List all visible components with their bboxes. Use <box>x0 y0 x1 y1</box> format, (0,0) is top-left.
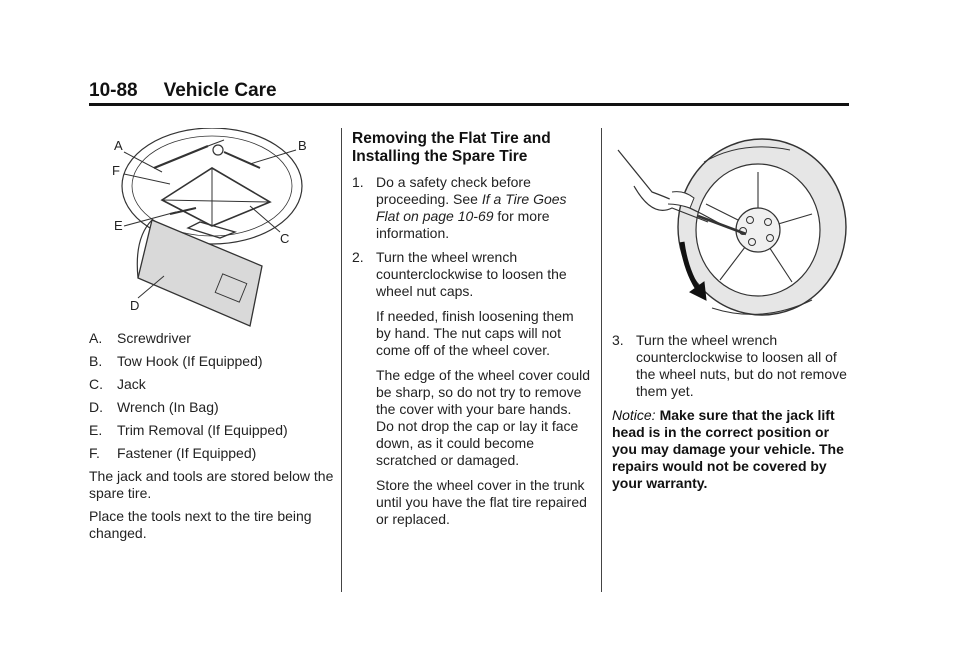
legend-item: D. Wrench (In Bag) <box>89 399 219 415</box>
right-column <box>612 332 852 498</box>
legend-item: F. Fastener (If Equipped) <box>89 445 257 461</box>
section-title: Vehicle Care <box>163 80 277 101</box>
step-2-note: Store the wheel cover in the trunk until you have the flat tire repaired or replaced. <box>376 477 587 527</box>
page-number: 10-88 <box>89 80 138 101</box>
header-rule <box>89 103 849 106</box>
wheel-wrench-illustration <box>612 132 852 322</box>
step-3: 3. Turn the wheel wrench counterclockwise to loosen all of the wheel nuts, but do not remove them yet. <box>612 332 847 399</box>
legend-item: E. Trim Removal (If Equipped) <box>89 422 288 438</box>
step-1: 1. Do a safety check before proceeding. See If a Tire Goes Flat on page 10-69 for more information. <box>352 174 567 241</box>
legend-item: A. Screwdriver <box>89 330 191 346</box>
legend-item: B. Tow Hook (If Equipped) <box>89 353 263 369</box>
jack-tools-illustration <box>100 128 330 328</box>
middle-column <box>352 130 592 535</box>
column-divider-right <box>601 128 602 592</box>
column-divider-left <box>341 128 342 592</box>
step-2-note: If needed, finish loosening them by hand. The nut caps will not come off of the wheel cover. <box>376 308 574 358</box>
section-heading: Removing the Flat Tire and Installing the Spare Tire <box>352 130 551 165</box>
tools-legend <box>89 330 334 548</box>
callout-d: D <box>130 298 140 313</box>
callout-b: B <box>298 138 307 153</box>
legend-item: C. Jack <box>89 376 146 392</box>
notice-label: Notice: <box>612 407 656 423</box>
page-header <box>89 80 277 102</box>
notice <box>612 407 852 492</box>
callout-e: E <box>114 218 123 233</box>
step-2-note: The edge of the wheel cover could be sharp, so do not try to remove the cover with your bare hands. Do not drop the cap or lay it face down, as it could become scratched or damaged. <box>376 367 591 468</box>
callout-a: A <box>114 138 123 153</box>
storage-paragraph: The jack and tools are stored below the spare tire. <box>89 468 334 501</box>
callout-f: F <box>112 163 120 178</box>
cross-reference-link[interactable]: If a Tire Goes Flat on page 10-69 <box>376 191 567 224</box>
step-2: 2. Turn the wheel wrench counterclockwise to loosen the wheel nut caps. If needed, finish loosening them by hand. The nut caps will not come off of the wheel cover. The edge of the wheel cover could be sharp, so do not try to remove the cover with your bare hands. Do not drop the cap or lay it face down, as it could become scratched or damaged. Store the wheel cover in the trunk until you have the flat tire repaired or replaced. <box>352 249 591 527</box>
callout-c: C <box>280 231 290 246</box>
notice-text: Make sure that the jack lift head is in the correct position or you may damage your vehicle. The repairs would not be covered by your warranty. <box>612 407 844 491</box>
placement-paragraph: Place the tools next to the tire being changed. <box>89 508 312 541</box>
